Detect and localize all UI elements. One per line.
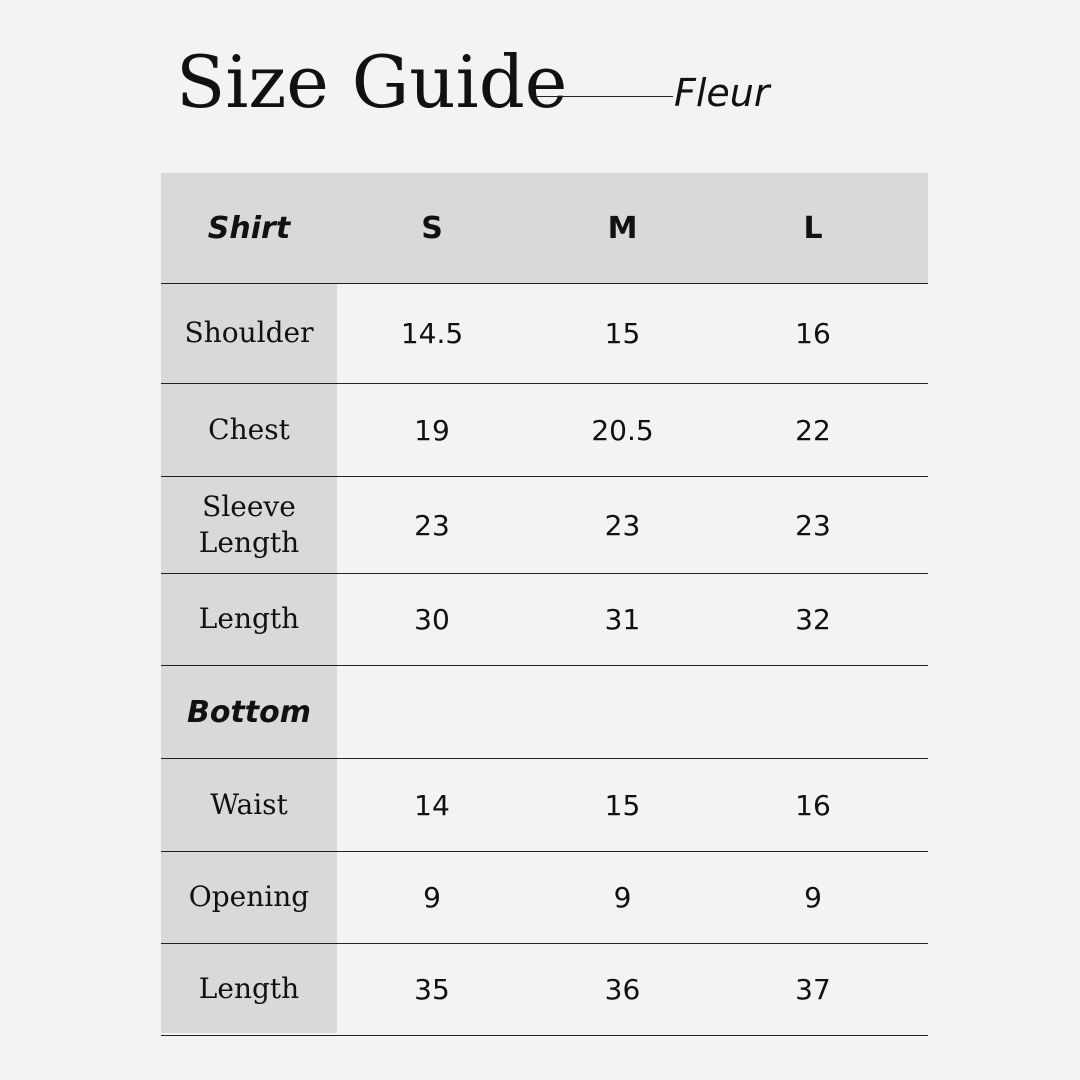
brand-name: Fleur bbox=[674, 71, 770, 115]
value-s: 9 bbox=[423, 881, 441, 914]
title-divider bbox=[537, 96, 673, 97]
shirt-heading: Shirt bbox=[207, 210, 291, 246]
value-l: 9 bbox=[804, 881, 822, 914]
value-m: 9 bbox=[613, 881, 632, 914]
value-m: 20.5 bbox=[591, 413, 654, 447]
column-header-m: M bbox=[607, 210, 638, 246]
column-header-l: L bbox=[803, 210, 823, 246]
value-m: 23 bbox=[604, 508, 641, 542]
size-table bbox=[161, 173, 928, 1036]
value-s: 30 bbox=[414, 603, 450, 636]
table-row-chest bbox=[161, 384, 928, 477]
row-label: Chest bbox=[208, 412, 290, 446]
table-row-opening bbox=[161, 852, 928, 944]
value-s: 14 bbox=[414, 788, 450, 822]
row-label: Shoulder bbox=[184, 316, 314, 350]
row-label: Length bbox=[198, 602, 300, 636]
column-header-s: S bbox=[421, 210, 443, 246]
value-m: 36 bbox=[604, 973, 641, 1006]
page-title: Size Guide bbox=[176, 40, 568, 124]
value-l: 32 bbox=[795, 603, 831, 636]
value-s: 35 bbox=[414, 973, 450, 1006]
value-m: 15 bbox=[604, 788, 641, 822]
bottom-heading: Bottom bbox=[186, 694, 312, 730]
table-row-waist bbox=[161, 759, 928, 852]
table-section-bottom bbox=[161, 666, 928, 759]
value-l: 37 bbox=[795, 973, 831, 1006]
table-header-row bbox=[161, 173, 928, 284]
value-l: 23 bbox=[795, 508, 831, 542]
value-s: 14.5 bbox=[400, 317, 464, 350]
value-l: 22 bbox=[795, 413, 831, 447]
value-s: 19 bbox=[414, 413, 450, 447]
table-row-bottom-length bbox=[161, 944, 928, 1036]
value-l: 16 bbox=[795, 317, 831, 350]
table-row-shoulder bbox=[161, 284, 928, 384]
table-row-sleeve-length bbox=[161, 477, 928, 574]
value-m: 15 bbox=[604, 317, 641, 350]
table-row-shirt-length bbox=[161, 574, 928, 666]
row-label: Waist bbox=[210, 787, 288, 821]
value-m: 31 bbox=[604, 603, 641, 636]
value-l: 16 bbox=[795, 788, 831, 822]
value-s: 23 bbox=[414, 508, 450, 542]
row-label: Length bbox=[198, 972, 300, 1006]
row-label: Sleeve Length bbox=[198, 489, 300, 559]
row-label: Opening bbox=[188, 880, 310, 914]
